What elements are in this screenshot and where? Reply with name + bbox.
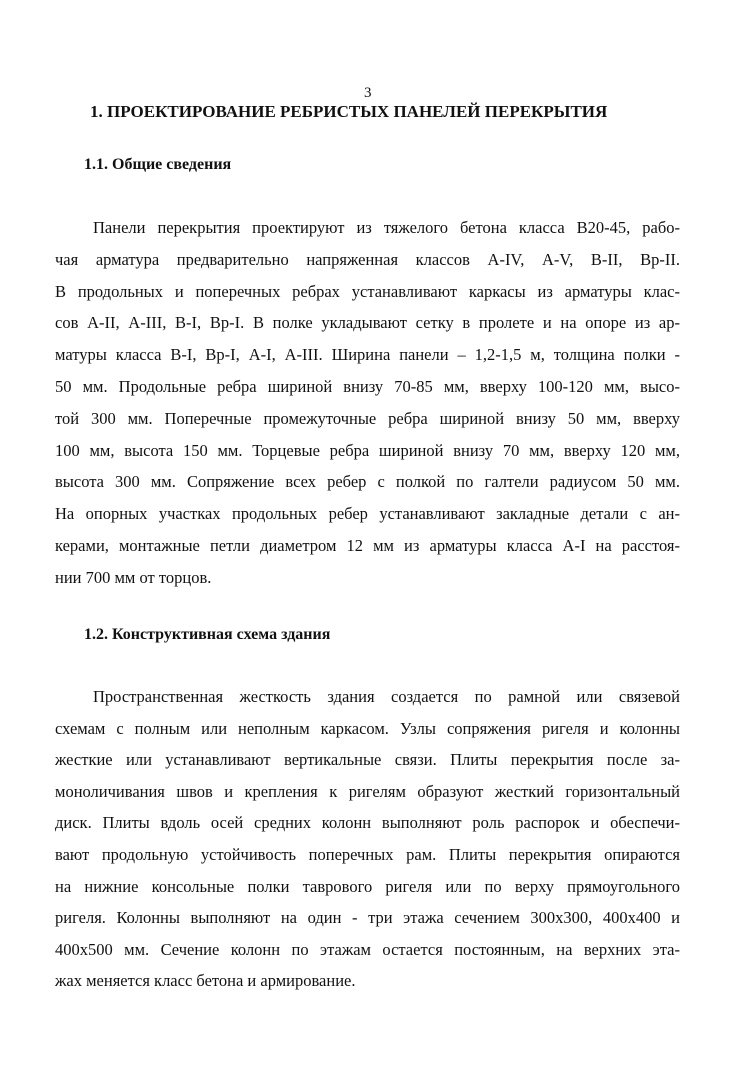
text-line: сов А-II, А-III, В-I, Вр-I. В полке укладывают сетку в пролете и на опоре из ар- (55, 313, 680, 333)
section-heading-structural-scheme: 1.2. Конструктивная схема здания (84, 626, 331, 643)
paragraph-general-info (55, 212, 680, 594)
text-line: жесткие или устанавливают вертикальные связи. Плиты перекрытия после за- (55, 750, 680, 770)
chapter-heading: 1. ПРОЕКТИРОВАНИЕ РЕБРИСТЫХ ПАНЕЛЕЙ ПЕРЕКРЫТИЯ (90, 102, 608, 121)
text-line: нии 700 мм от торцов. (55, 567, 212, 587)
text-line: Пространственная жесткость здания создается по рамной или связевой (93, 687, 680, 706)
text-line: матуры класса В-I, Вр-I, А-I, А-III. Ширина панели – 1,2-1,5 м, толщина полки - (55, 345, 680, 365)
text-line: На опорных участках продольных ребер устанавливают закладные детали с ан- (55, 504, 680, 524)
page-number: 3 (364, 85, 372, 101)
text-line: жах меняется класс бетона и армирование. (55, 971, 356, 991)
text-line: Панели перекрытия проектируют из тяжелого бетона класса В20-45, рабо- (93, 218, 680, 237)
text-line: высота 300 мм. Сопряжение всех ребер с полкой по галтели радиусом 50 мм. (55, 472, 680, 492)
text-line: керами, монтажные петли диаметром 12 мм из арматуры класса А-I на расстоя- (55, 535, 680, 555)
text-line: 50 мм. Продольные ребра шириной внизу 70-85 мм, вверху 100-120 мм, высо- (55, 376, 680, 396)
text-line: 100 мм, высота 150 мм. Торцевые ребра шириной внизу 70 мм, вверху 120 мм, (55, 440, 680, 460)
text-line: диск. Плиты вдоль осей средних колонн выполняют роль распорок и обеспечи- (55, 813, 680, 833)
text-line: 400х500 мм. Сечение колонн по этажам остается постоянным, на верхних эта- (55, 939, 680, 959)
text-line: той 300 мм. Поперечные промежуточные ребра шириной внизу 50 мм, вверху (55, 408, 680, 428)
text-line: моноличивания швов и крепления к ригелям образуют жесткий горизонтальный (55, 781, 680, 801)
text-line: В продольных и поперечных ребрах устанавливают каркасы из арматуры клас- (55, 281, 680, 301)
text-line: вают продольную устойчивость поперечных рам. Плиты перекрытия опираются (55, 844, 680, 864)
paragraph-structural-scheme (55, 681, 680, 997)
text-line: чая арматура предварительно напряженная классов А-IV, А-V, В-II, Вр-II. (55, 249, 680, 269)
text-line: на нижние консольные полки таврового ригеля или по верху прямоугольного (55, 876, 680, 896)
text-line: ригеля. Колонны выполняют на один - три этажа сечением 300х300, 400х400 и (55, 908, 680, 928)
text-line: схемам с полным или неполным каркасом. Узлы сопряжения ригеля и колонны (55, 718, 680, 738)
section-heading-general-info: 1.1. Общие сведения (84, 156, 232, 173)
